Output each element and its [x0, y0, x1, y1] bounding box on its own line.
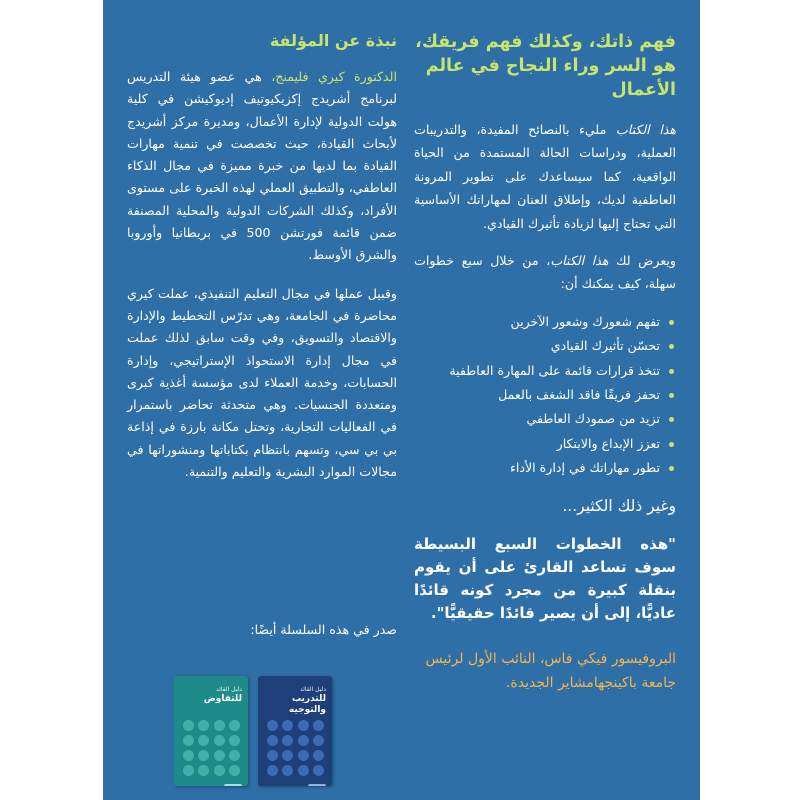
book-series-name: دليل القائد [216, 686, 242, 693]
list-item: تفهم شعورك وشعور الآخرين [414, 310, 676, 334]
book-title [180, 686, 242, 705]
back-cover [103, 0, 700, 800]
author-name: الدكتورة كيري فليمنج، [271, 69, 397, 84]
book-title-reference: هذا الكتاب [550, 253, 609, 269]
book-title [264, 686, 326, 716]
description-column [414, 30, 676, 695]
book-pattern [266, 720, 324, 776]
endorsement-quote: "هذه الخطوات السبع البسيطة سوف تساعد القارئ على أن يقوم بنقلة كبيرة من مجرد كونه قائدًا عاديًّا، إلى أن يصير قائدًا حقيقيًّا". [414, 534, 676, 622]
offer-text-a: ويعرض لك [608, 253, 676, 269]
list-item: تحفز فريقًا فاقد الشغف بالعمل [414, 383, 676, 407]
list-item: تحسّن تأثيرك القيادي [414, 334, 676, 358]
book-main-title: للتدريب والتوجيه [289, 694, 326, 715]
list-item: تطور مهاراتك في إدارة الأداء [414, 456, 676, 480]
book-pattern [182, 720, 240, 776]
series-book-coaching [258, 676, 332, 786]
list-item: تتخذ قرارات قائمة على المهارة العاطفية [414, 359, 676, 383]
author-column [127, 30, 397, 499]
intro-paragraph [414, 118, 676, 235]
list-item: تعزز الإبداع والابتكار [414, 432, 676, 456]
quote-attribution: البروفيسور فيكي فاس، النائب الأول لرئيس جامعة باكينجهامشاير الجديدة. [425, 650, 676, 691]
author-section-title: نبذة عن المؤلفة [269, 31, 397, 50]
offer-paragraph [414, 249, 676, 296]
series-label: صدر في هذه السلسلة أيضًا: [250, 622, 397, 637]
offer-text-c: ، من خلال سبع خطوات سهلة، كيف يمكنك أن: [414, 253, 676, 292]
author-bio-text: هي عضو هيئة التدريس لبرنامج أشريدج إكزيكيوتيف إديوكيشن في كلية هولت الدولية لإدارة الأعمال، ومديرة مركز أشريدج لأبحاث القيادة، حيث تخصصت في تنمية مهارات القيادة بما لديها من خبرة مميزة في مجال الذكاء العاطفي، والتطبيق العملي لهذه الخبرة على مستوى الأفراد، وكذلك الشركات الدولية والمحلية المصنفة ضمن قائمة فورتشن 500 في بريطانيا وأوروبا والشرق الأوسط. [127, 69, 398, 263]
book-publisher-bar [180, 774, 242, 780]
book-series-name: دليل القائد [300, 686, 326, 693]
author-career-paragraph: وقبيل عملها في مجال التعليم التنفيذي، عملت كيري محاضرة في الجامعة، وهي تدرّس التخطيط والإدارة والاقتصاد والتسويق، وفي وقت سابق لذلك عملت في مجال إدارة الاستحواذ الإستراتيجي، وإدارة الحسابات، وخدمة العملاء لدى مؤسسة أغذية كبرى ومتعددة الجنسيات. وهي متحدثة تحاضر باستمرار في الفعاليات التجارية، وتحتل مكانة بارزة في إذاعة بي بي سي، وتسهم بانتظام بكتاباتها ومنشوراتها في مجالات الموارد البشرية والتعليم والتنمية. [127, 285, 397, 480]
and-more-text: وغير ذلك الكثير... [562, 496, 676, 515]
book-main-title: للتفاوض [203, 694, 242, 704]
list-item: تزيد من صمودك العاطفي [414, 407, 676, 431]
headline: فهم ذاتك، وكذلك فهم فريقك، هو السر وراء النجاح في عالم الأعمال [415, 32, 676, 100]
author-bio-paragraph [127, 66, 397, 267]
intro-text: مليء بالنصائح المفيدة، والتدريبات العملية، ودراسات الحالة المستمدة من الحياة الواقعية، كما سيساعدك على تطوير المرونة العاطفية لديك، وإطلاق العنان لمهاراتك الأساسية التي تحتاج إليها لزيادة تأثيرك القيادي. [414, 122, 676, 231]
series-book-negotiation [174, 676, 248, 786]
book-publisher-bar [264, 774, 326, 780]
book-title-reference: هذا الكتاب [615, 122, 676, 137]
steps-list [414, 310, 676, 481]
